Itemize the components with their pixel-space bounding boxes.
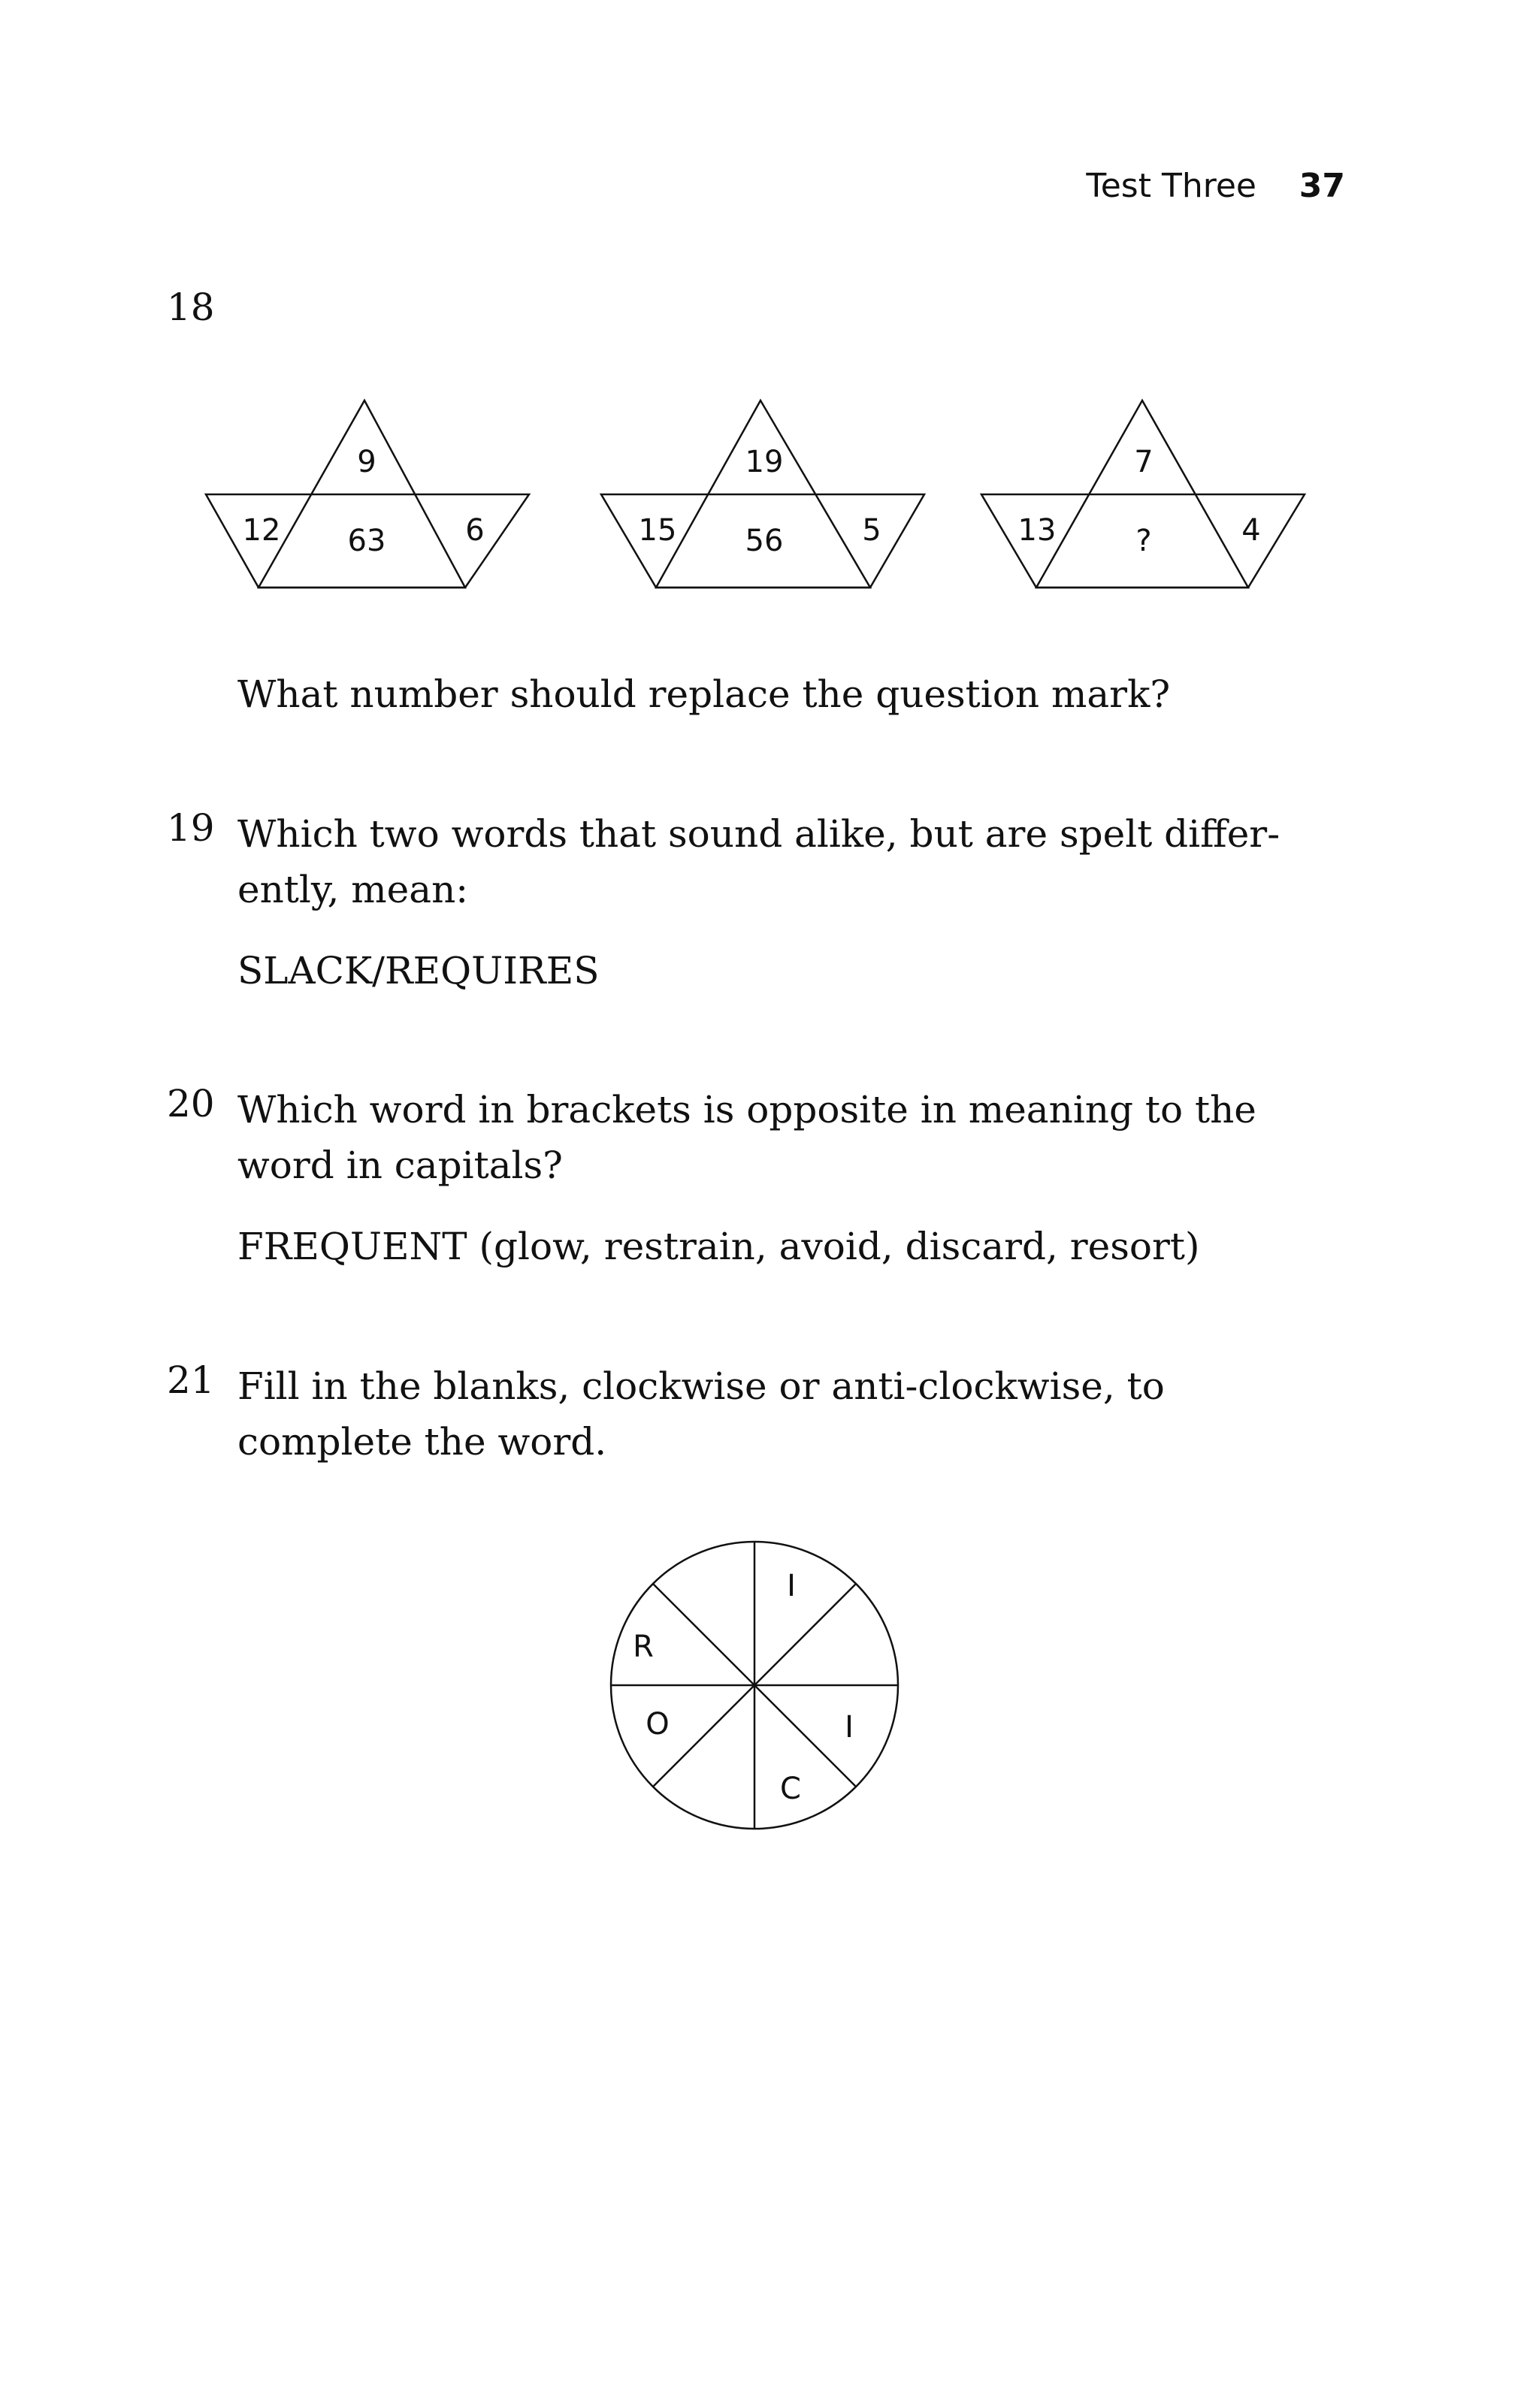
figure-2-left-number: 15 <box>638 513 677 548</box>
question-19-prompt-line-2: ently, mean: <box>237 868 469 911</box>
figure-1-top-number: 9 <box>357 445 376 479</box>
figure-1-left-number: 12 <box>242 513 281 548</box>
question-18-prompt: What number should replace the question mark? <box>237 672 1171 716</box>
wheel-letter-segment-7: R <box>633 1630 654 1664</box>
triangle-figure-2 <box>601 400 924 588</box>
wheel-letter-segment-4: C <box>780 1772 801 1806</box>
figure-1-center-number: 63 <box>347 524 386 558</box>
figure-3-top-number: 7 <box>1134 445 1153 479</box>
figure-2-top-number: 19 <box>745 445 784 479</box>
question-number-20: 20 <box>167 1082 215 1125</box>
question-number-18: 18 <box>167 286 215 329</box>
question-number-21: 21 <box>167 1358 215 1402</box>
question-20-prompt-line-2: word in capitals? <box>237 1144 563 1187</box>
question-21-prompt-line-1: Fill in the blanks, clockwise or anti-clockwise, to <box>237 1364 1165 1408</box>
triangle-figure-3 <box>981 400 1305 588</box>
figure-1-right-number: 6 <box>465 513 485 548</box>
wheel-letter-segment-1: I <box>787 1569 796 1603</box>
question-20-prompt <box>237 1082 1365 1193</box>
question-20-word-list: FREQUENT (glow, restrain, avoid, discard, resort) <box>237 1225 1200 1268</box>
question-19-answer-text: SLACK/REQUIRES <box>237 949 600 993</box>
question-20-prompt-line-1: Which word in brackets is opposite in meaning to the <box>237 1088 1256 1131</box>
page-number: 37 <box>1299 167 1345 205</box>
figure-3-right-number: 4 <box>1241 513 1261 548</box>
figure-3-center-number: ? <box>1135 524 1152 558</box>
letter-wheel <box>0 1503 1539 1848</box>
triangle-figure-1 <box>206 400 529 588</box>
running-title: Test Three <box>1086 167 1256 205</box>
question-21-prompt <box>237 1358 1365 1470</box>
question-18-figures <box>0 0 1539 676</box>
wheel-letter-segment-6: O <box>646 1707 670 1742</box>
wheel-letter-segment-3: I <box>845 1710 854 1745</box>
question-number-19: 19 <box>167 806 215 850</box>
question-19-prompt <box>237 806 1365 917</box>
question-21-prompt-line-2: complete the word. <box>237 1420 607 1464</box>
figure-2-center-number: 56 <box>745 524 784 558</box>
figure-3-left-number: 13 <box>1017 513 1057 548</box>
figure-2-right-number: 5 <box>862 513 881 548</box>
question-19-prompt-line-1: Which two words that sound alike, but are spelt differ- <box>237 812 1280 856</box>
